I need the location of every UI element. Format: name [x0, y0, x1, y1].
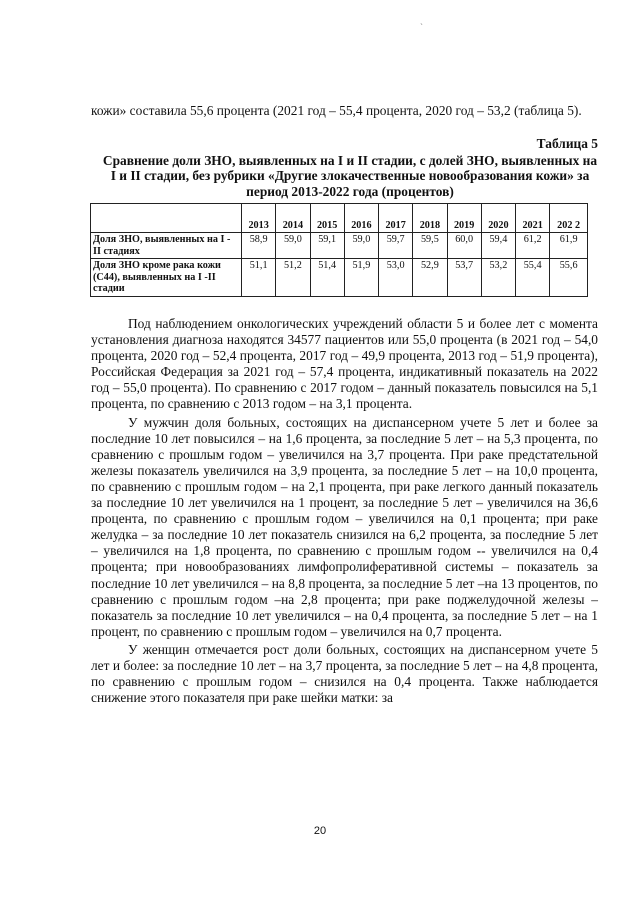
paragraph: У мужчин доля больных, состоящих на диспансерном учете 5 лет и более за последние 10 лет повысился – на 1,6 процента, за последние 5 лет – на 5,3 процента, по сравнению с прошлым годом – увеличился на 3,7 процента. При раке предстательной железы показатель увеличился на 3,9 процента, за последние 5 лет – на 10,0 процента, по сравнению с прошлым годом – на 2,1 процента, при раке легкого данный показатель за последние 10 лет увеличился на 1 процент, за последние 5 лет – увеличился на 36,6 процента, по сравнению с прошлым годом – увеличился на 0,1 процента; при раке желудка – за последние 10 лет показатель снизился на 6,2 процента, за последние 5 лет – увеличился на 1,8 процента, по сравнению с прошлым годом -- увеличился на 0,4 процента; при новообразованиях лимфопролиферативной системы – показатель за последние 10 лет увеличился – на 8,8 процента, за последние 5 лет –на 13 процентов, по сравнению с прошлым годом –на 2,8 процента; при раке поджелудочной железы – показатель за последние 10 лет увеличился – на 0,4 процента, за последние 5 лет – на 1 процент, по сравнению с прошлым годом – увеличился на 0,7 процента. [91, 414, 598, 639]
table-row [91, 233, 588, 259]
table-cell: 51,1 [242, 259, 276, 297]
year-header: 2021 [516, 204, 550, 233]
page-number: 20 [313, 825, 327, 837]
year-header: 2014 [276, 204, 310, 233]
table-cell: 59,4 [481, 233, 515, 259]
table-cell: 58,9 [242, 233, 276, 259]
table-row [91, 259, 588, 297]
table-label: Таблица 5 [536, 136, 598, 151]
table-cell: 59,5 [413, 233, 447, 259]
scan-mark: ` [420, 22, 423, 32]
body-text [91, 316, 598, 708]
year-header: 2015 [310, 204, 344, 233]
table-cell: 53,0 [379, 259, 413, 297]
table-cell: 55,6 [550, 259, 588, 297]
table-cell: 61,2 [516, 233, 550, 259]
year-header: 2017 [379, 204, 413, 233]
comparison-table [90, 203, 588, 297]
paragraph: Под наблюдением онкологических учреждений области 5 и более лет с момента установления диагноза находятся 34577 пациентов или 55,0 процента (в 2021 год – 54,0 процента, 2020 год – 52,4 процента, 2017 год – 49,9 процента, 2013 год – 51,9 процента), Российская Федерация за 2021 год – 57,4 процента, индикативный показатель на 2022 год – 55,0 процента). По сравнению с 2017 годом – данный показатель повысился на 5,1 процента, по сравнению с 2013 годом – на 3,1 процента. [91, 316, 598, 412]
table-header-row [91, 204, 588, 233]
year-header: 2016 [344, 204, 378, 233]
year-header: 2020 [481, 204, 515, 233]
table-cell: 52,9 [413, 259, 447, 297]
year-header: 2013 [242, 204, 276, 233]
table-cell: 53,2 [481, 259, 515, 297]
table-corner-cell [91, 204, 242, 233]
table-cell: 59,0 [344, 233, 378, 259]
row-label: Доля ЗНО, выявленных на I - II стадиях [91, 233, 242, 259]
table-cell: 60,0 [447, 233, 481, 259]
intro-paragraph: кожи» составила 55,6 процента (2021 год – 55,4 процента, 2020 год – 53,2 (таблица 5). [91, 103, 582, 118]
table-cell: 61,9 [550, 233, 588, 259]
table-cell: 51,9 [344, 259, 378, 297]
row-label: Доля ЗНО кроме рака кожи (С44), выявленных на I -II стадии [91, 259, 242, 297]
table-cell: 59,7 [379, 233, 413, 259]
table-cell: 51,4 [310, 259, 344, 297]
table-cell: 51,2 [276, 259, 310, 297]
year-header: 202 2 [550, 204, 588, 233]
year-header: 2019 [447, 204, 481, 233]
paragraph: У женщин отмечается рост доли больных, состоящих на диспансерном учете 5 лет и более: за последние 10 лет – на 3,7 процента, за последние 5 лет – на 4,8 процента, по сравнению с прошлым годом – снизился на 0,4 процента. Также наблюдается снижение этого показателя при раке шейки матки: за [91, 641, 598, 706]
table-title: Сравнение доли ЗНО, выявленных на I и II стадии, с долей ЗНО, выявленных на I и II стадии, без рубрики «Другие злокачественные новообразования кожи» за период 2013-2022 года (процентов) [102, 153, 598, 199]
table-cell: 53,7 [447, 259, 481, 297]
table-cell: 59,0 [276, 233, 310, 259]
table-cell: 55,4 [516, 259, 550, 297]
year-header: 2018 [413, 204, 447, 233]
table-cell: 59,1 [310, 233, 344, 259]
